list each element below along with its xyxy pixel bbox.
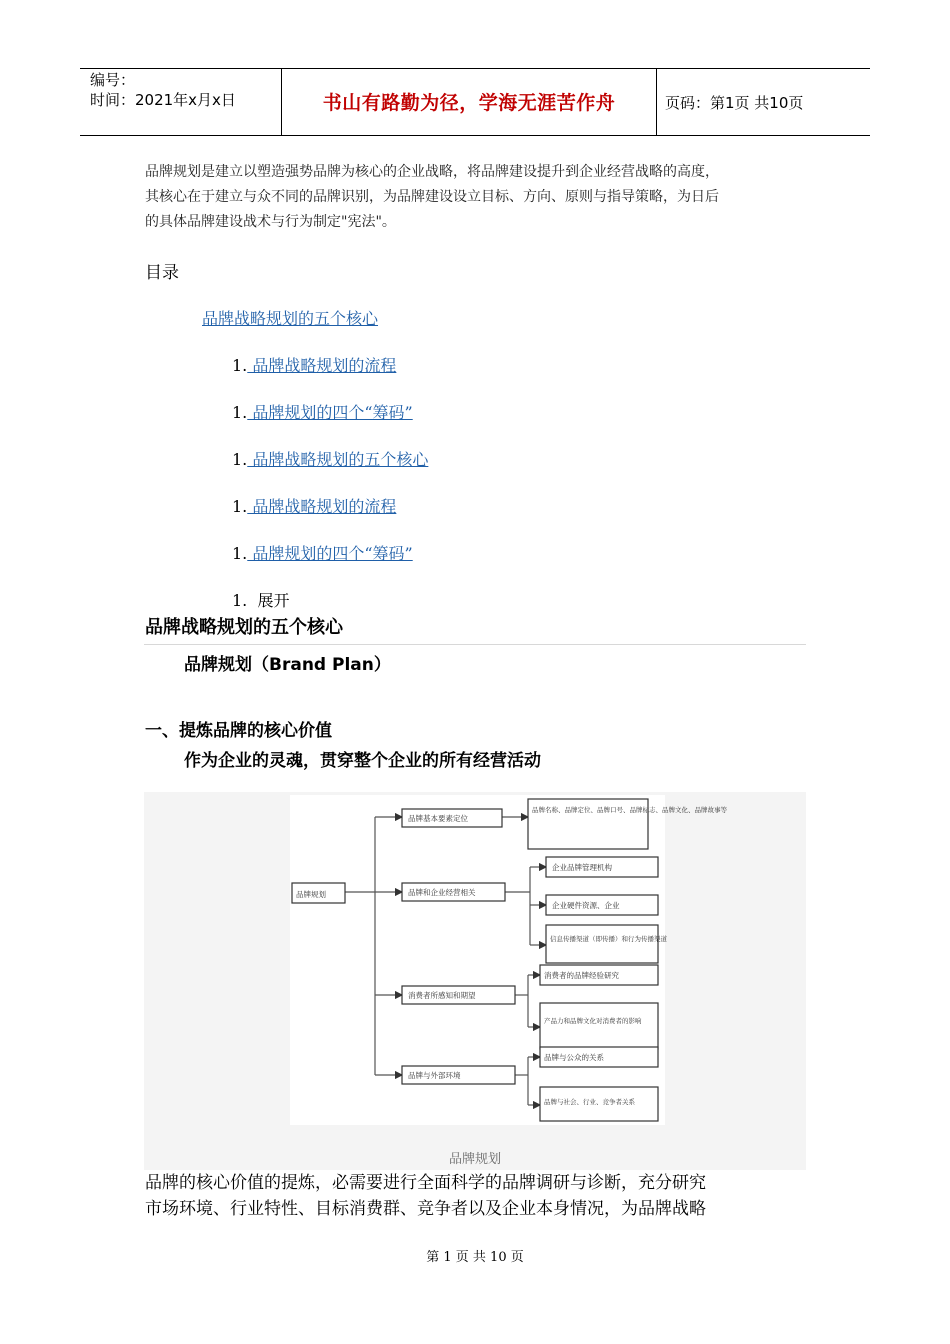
toc-expand-label[interactable]: 展开 [257, 591, 290, 610]
intro-paragraph [145, 160, 815, 235]
diagram-leaf-label: 品牌与社会、行业、竞争者关系 [544, 1098, 635, 1106]
diagram-root-label: 品牌规划 [296, 890, 326, 899]
toc-item-number: 1. [232, 497, 248, 516]
section-subtitle: 品牌规划（Brand Plan） [184, 655, 391, 675]
diagram-leaf-label: 企业品牌管理机构 [552, 863, 612, 872]
toc-item-link[interactable]: 品牌规划的四个“筹码” [247, 403, 413, 422]
diagram-leaf-label: 企业硬件资源、企业 [552, 901, 620, 910]
toc-item-number: 1. [232, 450, 248, 469]
diagram-leaf-box [540, 1003, 658, 1049]
toc-item-link[interactable]: 品牌战略规划的流程 [247, 356, 397, 375]
diagram-leaf-label: 品牌名称、品牌定位、品牌口号、品牌标志、品牌文化、品牌故事等 [532, 806, 727, 814]
header-motto: 书山有路勤为径，学海无涯苦作舟 [322, 92, 616, 114]
toc-expand-number: 1. [232, 591, 248, 610]
toc-item-number: 1. [232, 544, 248, 563]
toc-item-number: 1. [232, 356, 248, 375]
header-top-border [80, 68, 870, 69]
intro-line: 其核心在于建立与众不同的品牌识别，为品牌建设设立目标、方向、原则与指导策略，为日后 [145, 189, 719, 205]
core-value-paragraph [145, 1170, 815, 1222]
toc-item-number: 1. [232, 403, 248, 422]
diagram-branch-label: 品牌和企业经营相关 [408, 888, 476, 897]
toc-item-link[interactable]: 品牌规划的四个“筹码” [247, 544, 413, 563]
heading-core-value: 一、提炼品牌的核心价值 [145, 721, 332, 741]
paragraph-line: 品牌的核心价值的提炼，必需要进行全面科学的品牌调研与诊断，充分研究 [145, 1173, 706, 1193]
figure-caption: 品牌规划 [448, 1152, 501, 1167]
diagram-svg [290, 795, 727, 1125]
toc-item[interactable] [232, 494, 396, 517]
diagram-branch-label: 品牌基本要素定位 [408, 814, 468, 823]
diagram-leaf-label: 产品力和品牌文化对消费者的影响 [544, 1017, 642, 1025]
section-title: 品牌战略规划的五个核心 [145, 617, 343, 638]
toc-item[interactable] [232, 400, 413, 423]
toc-expand[interactable] [232, 588, 289, 611]
diagram-leaf-label: 消费者的品牌经验研究 [544, 971, 619, 980]
paragraph-line: 市场环境、行业特性、目标消费群、竞争者以及企业本身情况，为品牌战略 [145, 1199, 706, 1219]
toc-item[interactable] [232, 541, 413, 564]
toc-item[interactable] [232, 447, 428, 470]
diagram-leaf-label: 信息传播渠道（即传播）和行为传播渠道 [550, 935, 667, 943]
diagram-branch-label: 品牌与外部环境 [408, 1071, 461, 1080]
diagram-branch-label: 消费者所感知和期望 [408, 991, 476, 1000]
header-bottom-border [80, 135, 870, 136]
intro-line: 品牌规划是建立以塑造强势品牌为核心的企业战略，将品牌建设提升到企业经营战略的高度， [145, 164, 719, 180]
document-number-label: 编号： [90, 71, 136, 89]
heading-core-value-sub: 作为企业的灵魂，贯穿整个企业的所有经营活动 [184, 751, 541, 771]
toc-title: 目录 [145, 263, 179, 283]
diagram-leaf-box [546, 925, 658, 963]
toc-top-link[interactable]: 品牌战略规划的五个核心 [202, 309, 379, 328]
toc-item[interactable] [232, 353, 396, 376]
header-divider-right [656, 68, 657, 135]
document-time-label: 时间：2021年x月x日 [90, 91, 236, 109]
page-number-label: 页码：第1页 共10页 [665, 94, 804, 112]
intro-line: 的具体品牌建设战术与行为制定"宪法"。 [145, 214, 396, 230]
brand-plan-diagram [290, 795, 727, 1125]
toc-item-link[interactable]: 品牌战略规划的流程 [247, 497, 397, 516]
page-footer: 第 1 页 共 10 页 [426, 1250, 524, 1265]
toc-item-link[interactable]: 品牌战略规划的五个核心 [247, 450, 429, 469]
diagram-leaf-label: 品牌与公众的关系 [544, 1053, 604, 1062]
section-divider [144, 644, 806, 645]
